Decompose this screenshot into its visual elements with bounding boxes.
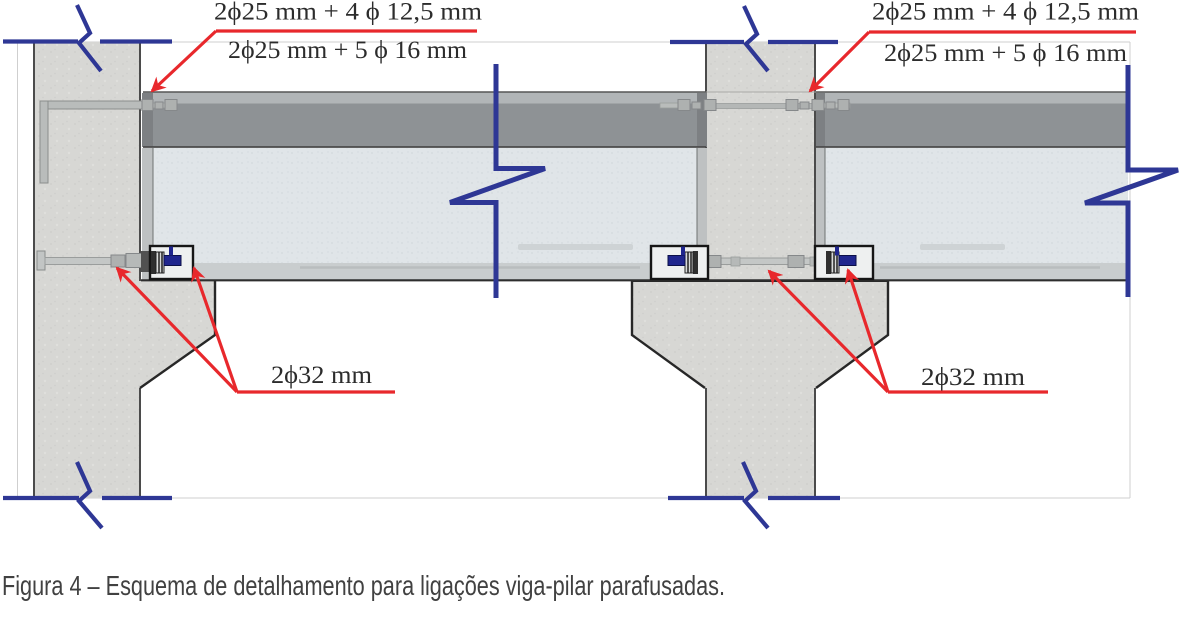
bolt-pin <box>835 247 839 256</box>
prestress-strand <box>920 244 1005 250</box>
topping-slab <box>143 104 706 147</box>
beam-bottom-cover <box>153 263 698 280</box>
topping-slab-upper-band <box>816 93 1128 104</box>
bolt-pin <box>681 247 685 256</box>
prestress-strand <box>518 244 633 250</box>
bolt-pocket-middle-right <box>815 246 873 279</box>
label-top-right-line1: 2ϕ25 mm + 4 ϕ 12,5 mm <box>872 0 1140 26</box>
label-top-right-line2: 2ϕ25 mm + 5 ϕ 16 mm <box>884 40 1128 67</box>
bolt-pocket-middle-left <box>651 246 709 279</box>
bolt-pin <box>169 247 173 256</box>
topping-slab-upper-band <box>143 93 706 104</box>
bolt <box>164 256 181 266</box>
bolt <box>668 256 685 266</box>
label-top-left-line2: 2ϕ25 mm + 5 ϕ 16 mm <box>228 37 468 64</box>
figure-caption: Figura 4 – Esquema de detalhamento para ligações viga-pilar parafusadas. <box>2 570 725 601</box>
topping-slab <box>816 104 1128 147</box>
beam-span-1 <box>142 92 707 280</box>
middle-corbel <box>632 281 888 388</box>
label-top-left-line1: 2ϕ25 mm + 4 ϕ 12,5 mm <box>214 0 483 26</box>
label-bottom-right: 2ϕ32 mm <box>921 364 1026 391</box>
bolt-pocket-left-column <box>141 246 193 279</box>
bolt <box>839 256 856 266</box>
label-bottom-left: 2ϕ32 mm <box>271 362 373 389</box>
